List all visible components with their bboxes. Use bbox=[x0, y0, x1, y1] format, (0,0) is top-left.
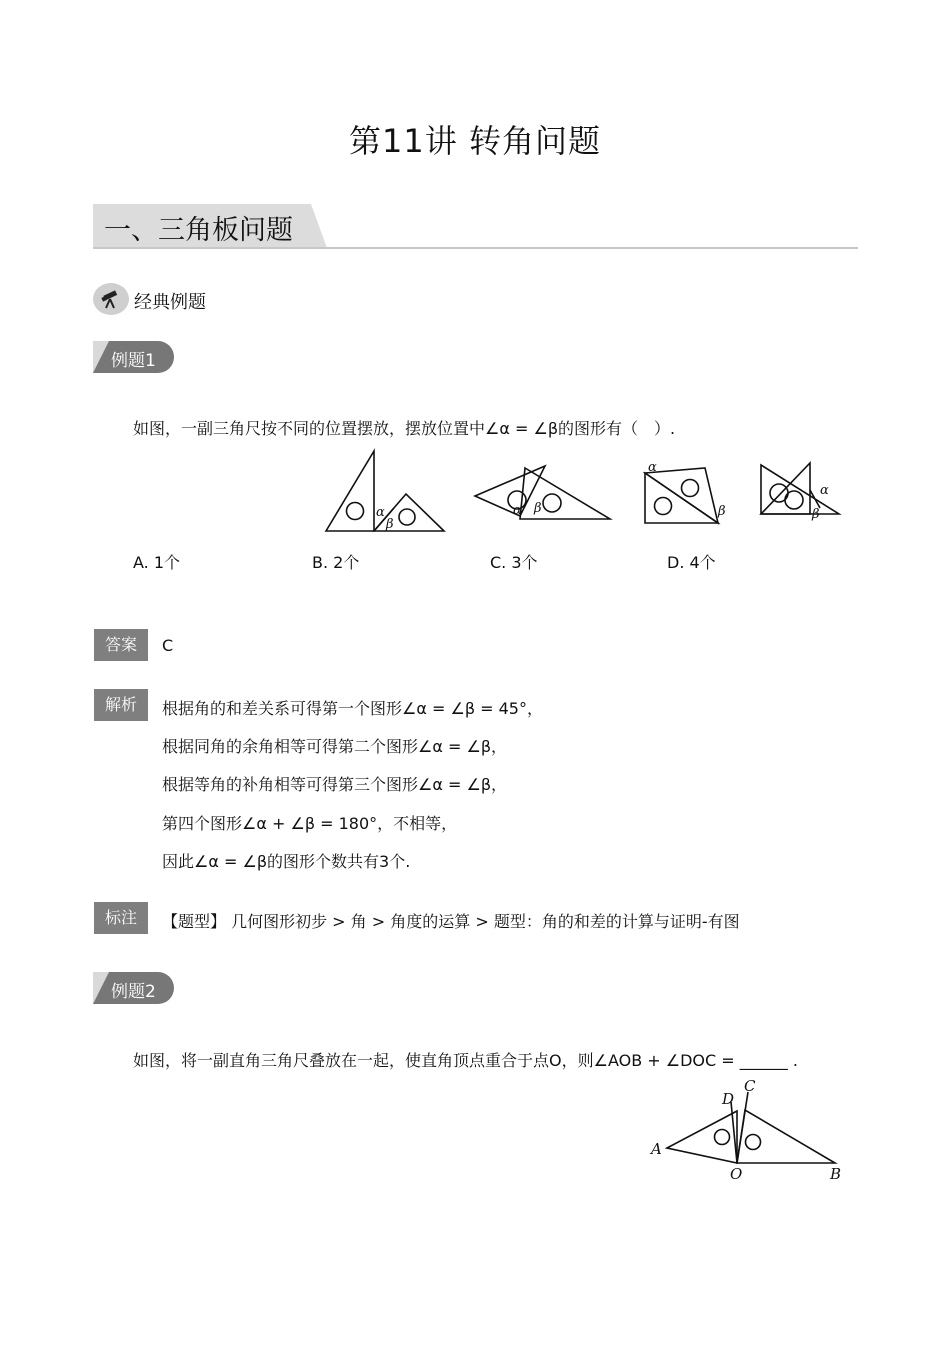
page-title: 第11讲 转角问题 bbox=[349, 122, 601, 160]
analysis-line: 第四个图形∠α + ∠β = 180°，不相等， bbox=[162, 814, 458, 833]
analysis-line: 因此∠α = ∠β的图形个数共有3个. bbox=[162, 852, 411, 871]
fig2-beta-label: β bbox=[534, 501, 542, 516]
answer-value: C bbox=[162, 636, 174, 655]
point-d-label: D bbox=[722, 1090, 735, 1108]
fig2-alpha-label: α bbox=[513, 503, 522, 518]
point-c-label: C bbox=[744, 1077, 756, 1095]
option-b[interactable]: B. 2个 bbox=[312, 553, 360, 572]
point-o-label: O bbox=[730, 1165, 743, 1183]
section-rule bbox=[93, 247, 858, 249]
point-b-label: B bbox=[830, 1165, 842, 1183]
analysis-line: 根据同角的余角相等可得第二个图形∠α = ∠β， bbox=[162, 737, 508, 756]
analysis-line: 根据角的和差关系可得第一个图形∠α = ∠β = 45°， bbox=[162, 699, 543, 718]
note-text: 【题型】 几何图形初步 > 角 > 角度的运算 > 题型：角的和差的计算与证明-有图 bbox=[162, 912, 740, 931]
note-label: 标注 bbox=[94, 902, 148, 934]
classic-examples-label: 经典例题 bbox=[134, 292, 206, 313]
analysis-line: 根据等角的补角相等可得第三个图形∠α = ∠β， bbox=[162, 775, 508, 794]
fig3-beta-label: β bbox=[718, 504, 726, 519]
telescope-icon bbox=[93, 283, 129, 315]
answer-label: 答案 bbox=[94, 629, 148, 661]
example-2-tag: 例题2 bbox=[93, 972, 174, 1004]
point-a-label: A bbox=[651, 1140, 662, 1158]
option-d[interactable]: D. 4个 bbox=[667, 553, 716, 572]
example-2-question: 如图，将一副直角三角尺叠放在一起，使直角顶点重合于点O，则∠AOB + ∠DOC = ______ . bbox=[133, 1051, 798, 1070]
example-1-question: 如图，一副三角尺按不同的位置摆放，摆放位置中∠α = ∠β的图形有（ ）. bbox=[133, 419, 676, 438]
analysis-label: 解析 bbox=[94, 689, 148, 721]
section-title: 一、三角板问题 bbox=[104, 215, 293, 246]
option-a[interactable]: A. 1个 bbox=[133, 553, 181, 572]
fig4-alpha-label: α bbox=[820, 483, 829, 498]
fig3-alpha-label: α bbox=[648, 460, 657, 475]
example-1-tag: 例题1 bbox=[93, 341, 174, 373]
example-2-figure bbox=[645, 1076, 850, 1186]
fig1-beta-label: β bbox=[386, 517, 394, 532]
fig4-beta-label: β bbox=[812, 507, 820, 522]
option-c[interactable]: C. 3个 bbox=[490, 553, 538, 572]
example-1-figures bbox=[320, 448, 850, 536]
fig1-alpha-label: α bbox=[376, 505, 385, 520]
